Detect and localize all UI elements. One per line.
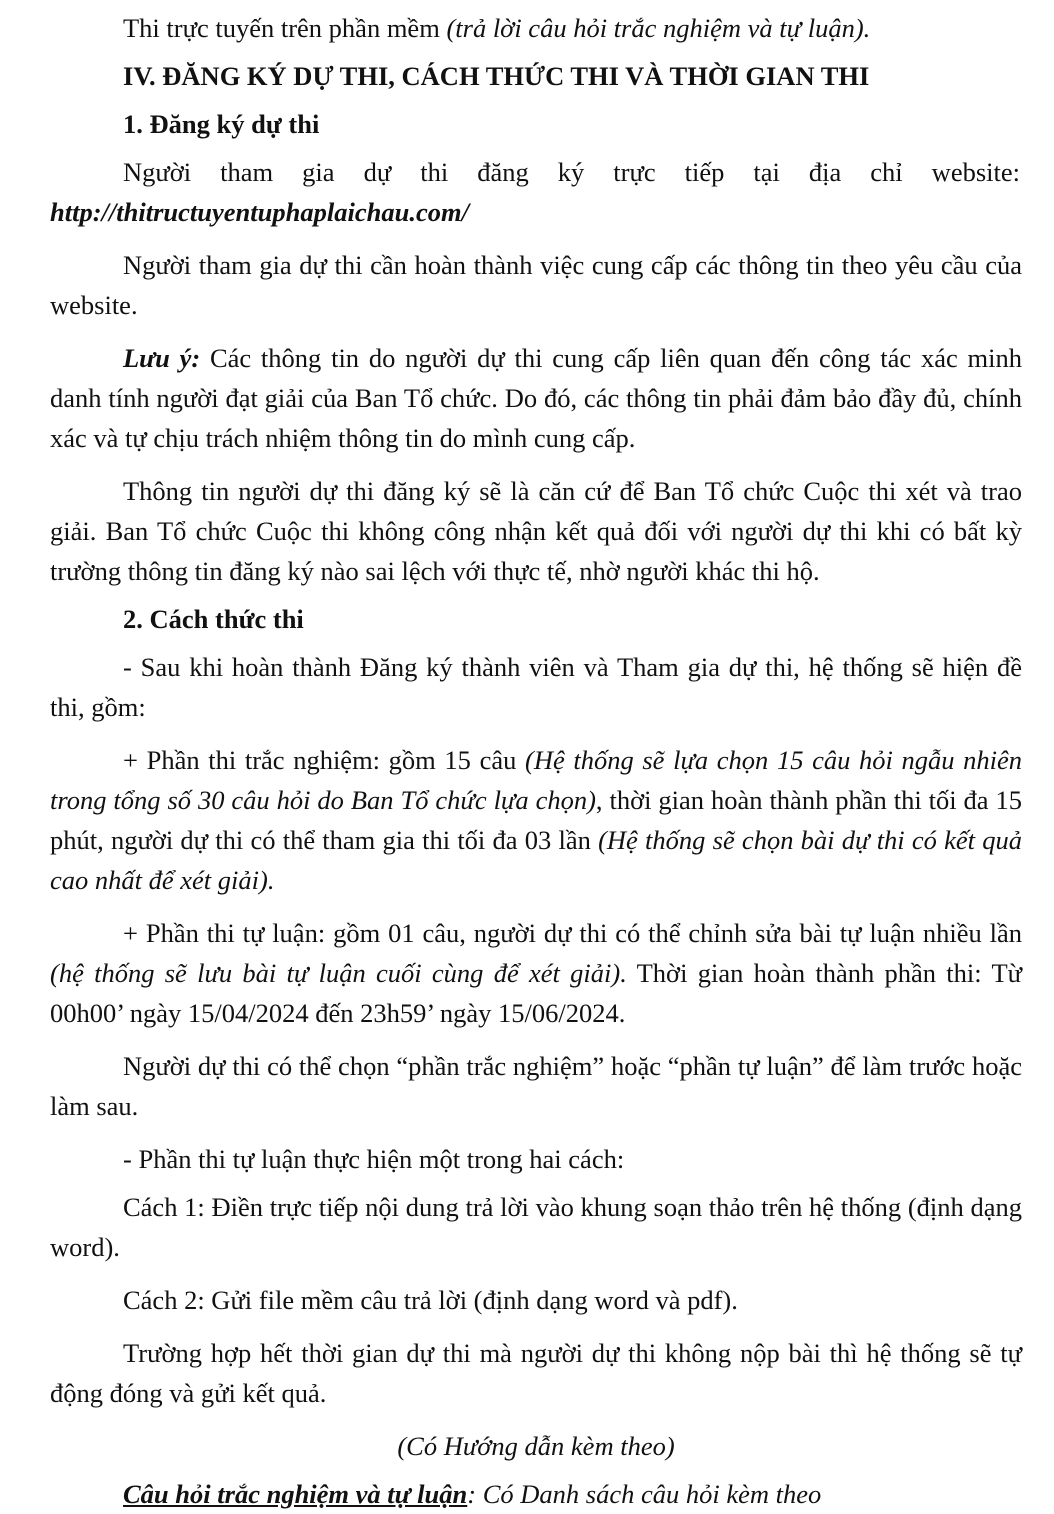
paragraph-registration: [50, 152, 1022, 232]
paragraph-guide-attached: (Có Hướng dẫn kèm theo): [397, 1431, 675, 1461]
online-exam-text: Thi trực tuyến trên phần mềm: [123, 13, 447, 43]
mc-note-2: (Hệ thống sẽ chọn bài dự thi có kết quả cao nhất để xét giải).: [50, 825, 1022, 895]
paragraph-online-exam: [50, 8, 1022, 48]
subsection-1-title: 1. Đăng ký dự thi: [123, 109, 320, 139]
section-4-title: IV. ĐĂNG KÝ DỰ THI, CÁCH THỨC THI VÀ THỜI GIAN THI: [123, 61, 870, 91]
paragraph-order-choice: Người dự thi có thể chọn “phần trắc nghiệm” hoặc “phần tự luận” để làm trước hoặc làm sau.: [50, 1051, 1022, 1121]
paragraph-method-2: Cách 2: Gửi file mềm câu trả lời (định dạng word và pdf).: [123, 1285, 738, 1315]
question-list-text: : Có Danh sách câu hỏi kèm theo: [467, 1479, 822, 1509]
paragraph-auto-submit: Trường hợp hết thời gian dự thi mà người dự thi không nộp bài thì hệ thống sẽ tự động đóng và gửi kết quả.: [50, 1338, 1022, 1408]
note-text: Các thông tin do người dự thi cung cấp liên quan đến công tác xác minh danh tính người đạt giải của Ban Tổ chức. Do đó, các thông tin phải đảm bảo đầy đủ, chính xác và tự chịu trách nhiệm thông tin do mình cung cấp.: [50, 343, 1022, 453]
paragraph-question-list: [50, 1474, 1022, 1514]
mc-text-2: , thời gian hoàn thành phần thi tối đa 15 phút, người dự thi có thể tham gia thi tối đa 03 lần: [50, 785, 1023, 855]
essay-text-1: + Phần thi tự luận: gồm 01 câu, người dự thi có thể chỉnh sửa bài tự luận nhiều lần: [123, 918, 1022, 948]
paragraph-info-required: Người tham gia dự thi cần hoàn thành việc cung cấp các thông tin theo yêu cầu của website.: [50, 250, 1022, 320]
paragraph-info-basis: Thông tin người dự thi đăng ký sẽ là căn cứ để Ban Tổ chức Cuộc thi xét và trao giải. Ban Tổ chức Cuộc thi không công nhận kết quả đối với người dự thi khi có bất kỳ trường thông tin đăng ký nào sai lệch với thực tế, nhờ người khác thi hộ.: [50, 476, 1022, 586]
mc-note-1: (Hệ thống sẽ lựa chọn 15 câu hỏi ngẫu nhiên trong tổng số 30 câu hỏi do Ban Tổ chức lựa chọn): [50, 745, 1022, 815]
paragraph-exam-display: - Sau khi hoàn thành Đăng ký thành viên và Tham gia dự thi, hệ thống sẽ hiện đề thi, gồm:: [50, 652, 1022, 722]
mc-text-1: + Phần thi trắc nghiệm: gồm 15 câu: [123, 745, 525, 775]
note-label: Lưu ý:: [123, 343, 201, 373]
registration-text: Người tham gia dự thi đăng ký trực tiếp tại địa chỉ website:: [123, 157, 1020, 187]
paragraph-multiple-choice: [50, 740, 1022, 900]
paragraph-essay-methods: - Phần thi tự luận thực hiện một trong hai cách:: [123, 1144, 625, 1174]
paragraph-method-1: Cách 1: Điền trực tiếp nội dung trả lời vào khung soạn thảo trên hệ thống (định dạng word).: [50, 1192, 1022, 1262]
website-link[interactable]: http://thitructuyentuphaplaichau.com/: [50, 197, 469, 227]
essay-note: (hệ thống sẽ lưu bài tự luận cuối cùng để xét giải).: [50, 958, 627, 988]
subsection-2-title: 2. Cách thức thi: [123, 604, 304, 634]
question-list-label: Câu hỏi trắc nghiệm và tự luận: [123, 1479, 468, 1509]
essay-text-2: Thời gian hoàn thành phần thi: Từ 00h00’ ngày 15/04/2024 đến 23h59’ ngày 15/06/2024.: [50, 958, 1022, 1028]
online-exam-note: (trả lời câu hỏi trắc nghiệm và tự luận).: [446, 13, 871, 43]
paragraph-note: [50, 338, 1022, 458]
paragraph-essay: [50, 913, 1022, 1033]
